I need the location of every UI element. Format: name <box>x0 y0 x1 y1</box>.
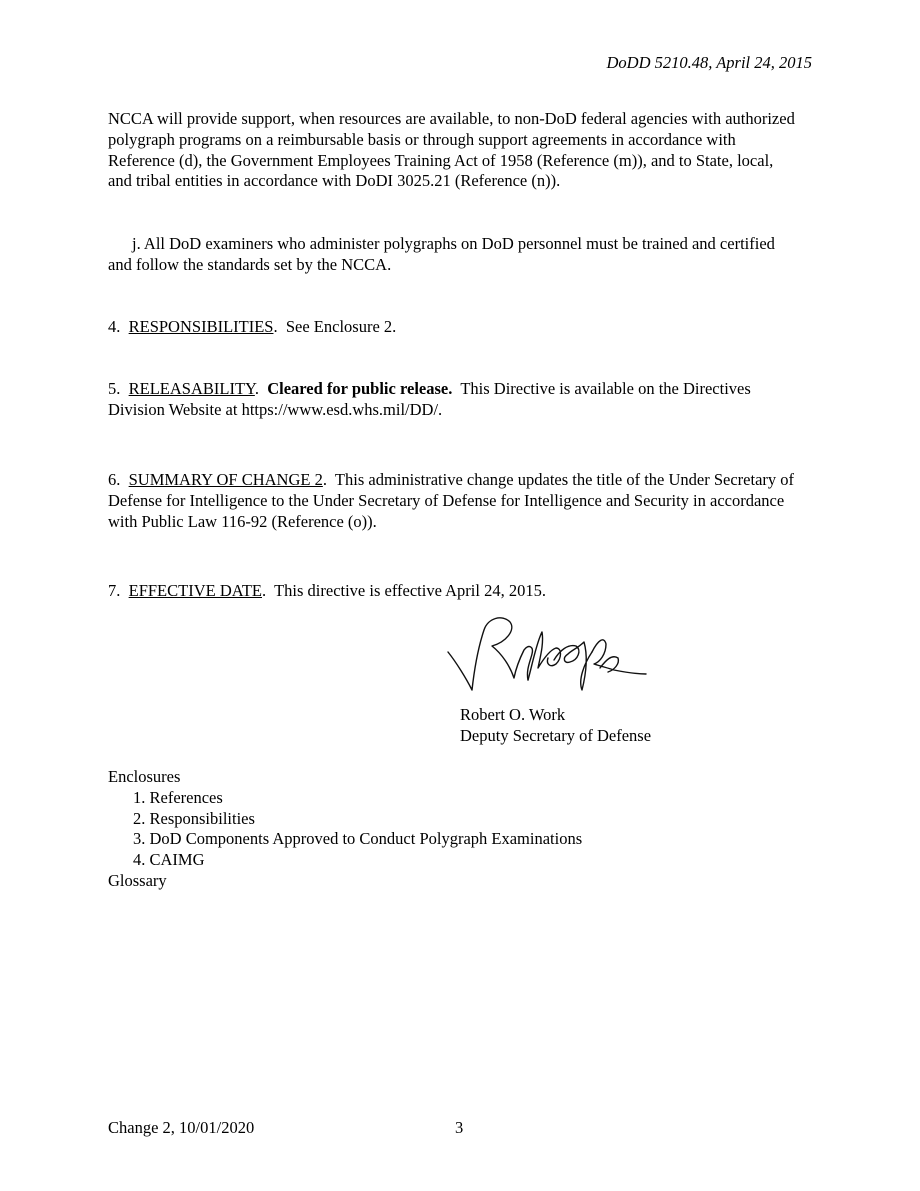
footer-page-number: 3 <box>455 1118 464 1137</box>
list-item: 4. CAIMG <box>133 850 205 870</box>
paragraph-j: j. All DoD examiners who administer polygraphs on DoD personnel must be trained and certified and follow the standards set by the NCCA. <box>108 234 775 274</box>
handwritten-signature <box>444 610 649 702</box>
signer-title: Deputy Secretary of Defense <box>460 726 652 745</box>
section-number: 6. <box>108 470 121 489</box>
section-number: 4. <box>108 317 121 336</box>
glossary-label: Glossary <box>108 870 167 890</box>
section-title: RESPONSIBILITIES <box>128 317 274 336</box>
release-statement: Cleared for public release. <box>267 379 453 398</box>
section-releasability: 5. RELEASABILITY. Cleared for public release. This Directive is available on the Directives Division Website at https://www.esd.whs.mil/DD/. <box>108 379 751 419</box>
list-item: 3. DoD Components Approved to Conduct Polygraph Examinations <box>133 829 583 849</box>
section-summary-of-change: 6. SUMMARY OF CHANGE 2. This administrative change updates the title of the Under Secretary of Defense for Intelligence to the Under Secretary of Defense for Intelligence and Security in accordance with Public Law 116-92 (Reference (o)). <box>108 470 795 531</box>
enclosures-block <box>108 767 582 892</box>
section-body: This administrative change updates the title of the Under Secretary of Defense for Intelligence to the Under Secretary of Defense for Intelligence and Security in accordance with Public Law 116-92 (Reference (o)). <box>108 470 795 531</box>
enclosures-list <box>108 788 582 871</box>
signature-stroke <box>592 640 646 674</box>
page-header: DoDD 5210.48, April 24, 2015 <box>606 53 812 72</box>
section-effective-date: 7. EFFECTIVE DATE. This directive is effective April 24, 2015. <box>108 581 546 600</box>
intro-paragraph: NCCA will provide support, when resources are available, to non-DoD federal agencies with authorized polygraph programs on a reimbursable basis or through support agreements in accordance with Reference (d), the Government Employees Training Act of 1958 (Reference (m)), and to State, local, and tribal entities in accordance with DoDI 3025.21 (Reference (n)). <box>108 109 795 191</box>
list-item: 1. References <box>133 787 223 807</box>
footer-change-note: Change 2, 10/01/2020 <box>108 1118 255 1137</box>
signature-stroke <box>528 632 561 680</box>
section-number: 7. <box>108 581 121 600</box>
section-number: 5. <box>108 379 121 398</box>
section-title: SUMMARY OF CHANGE 2 <box>128 470 323 489</box>
section-title: EFFECTIVE DATE <box>128 581 262 600</box>
enclosures-heading: Enclosures <box>108 767 181 786</box>
signature-stroke <box>448 618 532 690</box>
section-body: This Directive is available on the Directives Division Website at https://www.esd.whs.mil/DD/. <box>108 379 751 419</box>
signer-name: Robert O. Work <box>460 705 566 724</box>
section-responsibilities: 4. RESPONSIBILITIES. See Enclosure 2. <box>108 317 397 336</box>
section-title: RELEASABILITY <box>128 379 255 398</box>
section-body: See Enclosure 2. <box>285 317 397 336</box>
section-body: This directive is effective April 24, 2015. <box>274 581 546 600</box>
list-item: 2. Responsibilities <box>133 808 255 828</box>
